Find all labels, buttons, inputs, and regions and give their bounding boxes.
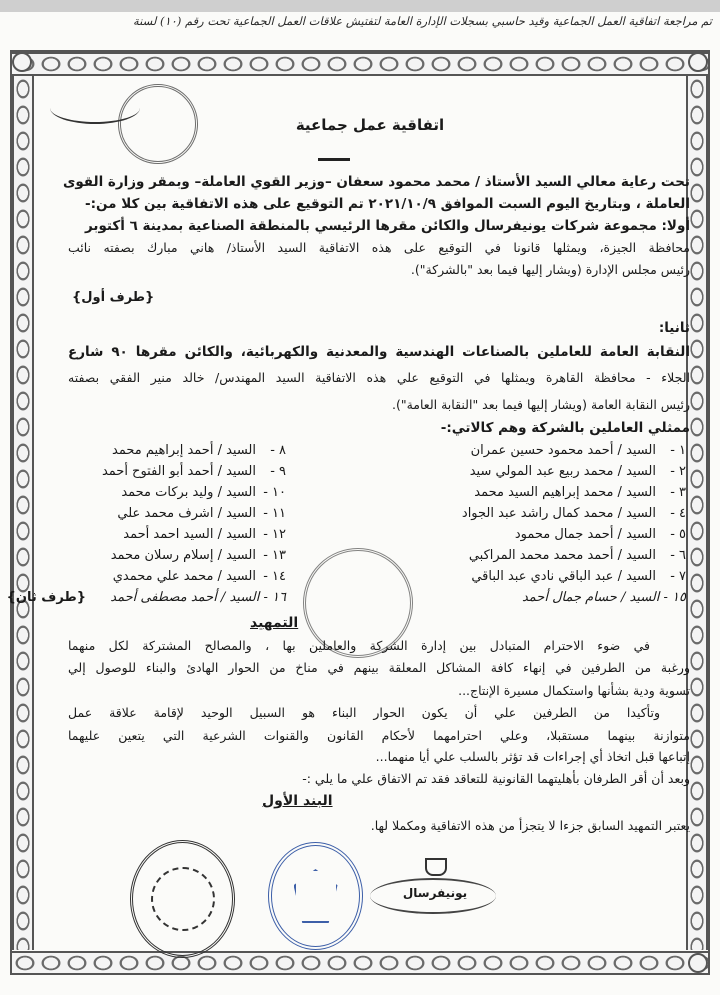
intro-line: رئيس مجلس الإدارة (ويشار إليها فيما بعد "بالشركة"). [410,262,690,277]
rep-row [40,505,686,526]
rep-row [40,463,686,484]
party-one-intro: أولا: مجموعة شركات يونيفرسال والكائن مقرها الرئيسي بالمنطقة الصناعية بمدينة ٦ أكتوبر [84,218,690,234]
corner-ornament [12,52,32,72]
rep-item: ٥ -السيد / أحمد جمال محمود [514,527,686,542]
rep-item-handwritten: ١٦ - السيد / أحمد مصطفى أحمد [110,590,286,605]
rep-item-handwritten: ١٥ - السيد / حسام جمال أحمد [521,590,686,605]
rep-row [40,484,686,505]
rep-item: ٩ -السيد / أحمد أبو الفتوح أحمد [101,464,286,479]
clause-one-heading: البند الأول [262,793,333,809]
handwritten-signature [50,92,140,124]
intro-line: العاملة ، وبتاريخ اليوم السبت الموافق ٢٠٢١/١٠/٩ تم التوقيع على هذه الاتفاقية بين كلا من:- [84,196,690,212]
union-seal [130,840,235,958]
ornamental-border-left [12,76,34,950]
preamble-line: تسوية ودية بشأنها واستكمال مسيرة الإنتاج... [458,683,690,698]
handwritten-registration-note: تم مراجعة اتفاقية العمل الجماعية وقيد حاسبي بسجلات الإدارة العامة لتفتيش علاقات العمل الجماعية تحت رقم (١٠) لسنة [132,14,712,28]
gear-emblem-icon [151,867,215,931]
preamble-line: في ضوء الاحترام المتبادل بين إدارة الشركة والعاملين بها ، والمصالح المشتركة لكل منهما [68,638,650,653]
ornamental-border-top [12,52,708,76]
rep-item: ١١ -السيد / اشرف محمد علي [117,506,286,521]
document-title: اتفاقية عمل جماعية [295,116,445,134]
rep-row [40,526,686,547]
rep-item: ١٠ -السيد / وليد بركات محمد [121,485,286,500]
preamble-heading: التمهيد [250,615,299,631]
rep-item: ٢ -السيد / محمد ربيع عبد المولي سيد [469,464,686,479]
rep-item: ٨ -السيد / أحمد إبراهيم محمد [112,443,286,458]
party-two-label: {طرف ثان} [6,590,86,605]
rep-item: ٤ -السيد / محمد كمال راشد عبد الجواد [461,506,686,521]
preamble-line: وتأكيدا من الطرفين علي أن يكون الحوار البناء هو السبيل الوحيد لإقامة علاقة عمل [68,705,660,720]
intro-line: محافظة الجيزة، ويمثلها قانونا في التوقيع على هذه الاتفاقية السيد الأستاذ/ هاني مبارك بصفته نائب [68,240,690,255]
ornamental-border-bottom [12,951,708,975]
intro-line: تحت رعاية معالي السيد الأستاذ / محمد محمود سعفان –وزير القوي العاملة– وبمقر وزارة القوى [62,174,690,190]
eagle-emblem-icon [294,869,338,923]
second-line: رئيس النقابة العامة (ويشار إليها فيما بعد "النقابة العامة"). [392,397,690,412]
scan-top-edge [0,0,720,12]
preamble-line: متوازنة بينهما مستقبلا، وعلي احترامهما لأحكام القانون والقنوات الشرعية التي يتعين عليهما [68,728,690,743]
company-logo-text: يونيفرسال [402,886,468,900]
intro-line [68,216,690,236]
second-line: النقابة العامة للعاملين بالصناعات الهندسية والمعدنية والكهربائية، والكائن مقرها ٩٠ شارع [68,344,690,360]
rep-item: ١٣ -السيد / إسلام رسلان محمد [110,548,286,563]
company-logo [370,858,500,918]
second-line: الجلاء - محافظة القاهرة ويمثلها في التوقيع علي هذه الاتفاقية السيد المهندس/ خالد منير الفقي بصفته [68,370,690,385]
ministry-seal [268,842,363,950]
rep-item: ١ -السيد / أحمد محمود حسين عمران [470,443,686,458]
rep-item: ١٤ -السيد / محمد علي محمدي [112,569,286,584]
title-underline [318,158,350,161]
preamble-line: ورغبة من الطرفين في إنهاء كافة المشاكل المعلقة بينهم في مناخ من الحوار الهادئ والبناء للوصول إلي [68,660,690,675]
party-one-label: {طرف أول} [72,290,155,305]
rep-item: ٣ -السيد / محمد إبراهيم السيد محمد [474,485,686,500]
rep-row [40,442,686,463]
corner-ornament [688,953,708,973]
preamble-line: إتباعها قبل اتخاذ أي إجراءات قد تؤثر بالسلب علي أيا منهما... [375,749,690,764]
representatives-heading: ممثلي العاملين بالشركة وهم كالاتي:- [440,420,690,436]
corner-ornament [688,52,708,72]
rep-item: ٧ -السيد / عبد الباقي نادي عبد الباقي [471,569,686,584]
preamble-line: وبعد أن أقر الطرفان بأهليتهما القانونية للتعاقد فقد تم الاتفاق علي ما يلي :- [302,771,690,786]
rep-item: ١٢ -السيد / السيد احمد أحمد [123,527,286,542]
clause-one-text: يعتبر التمهيد السابق جزءا لا يتجزأ من هذه الاتفاقية ومكملا لها. [370,818,690,833]
ministry-seal-top [118,84,198,164]
second-heading: ثانيا: [658,320,690,336]
rep-item: ٦ -السيد / أحمد محمد محمد المراكبي [468,548,686,563]
crest-icon [425,858,447,876]
